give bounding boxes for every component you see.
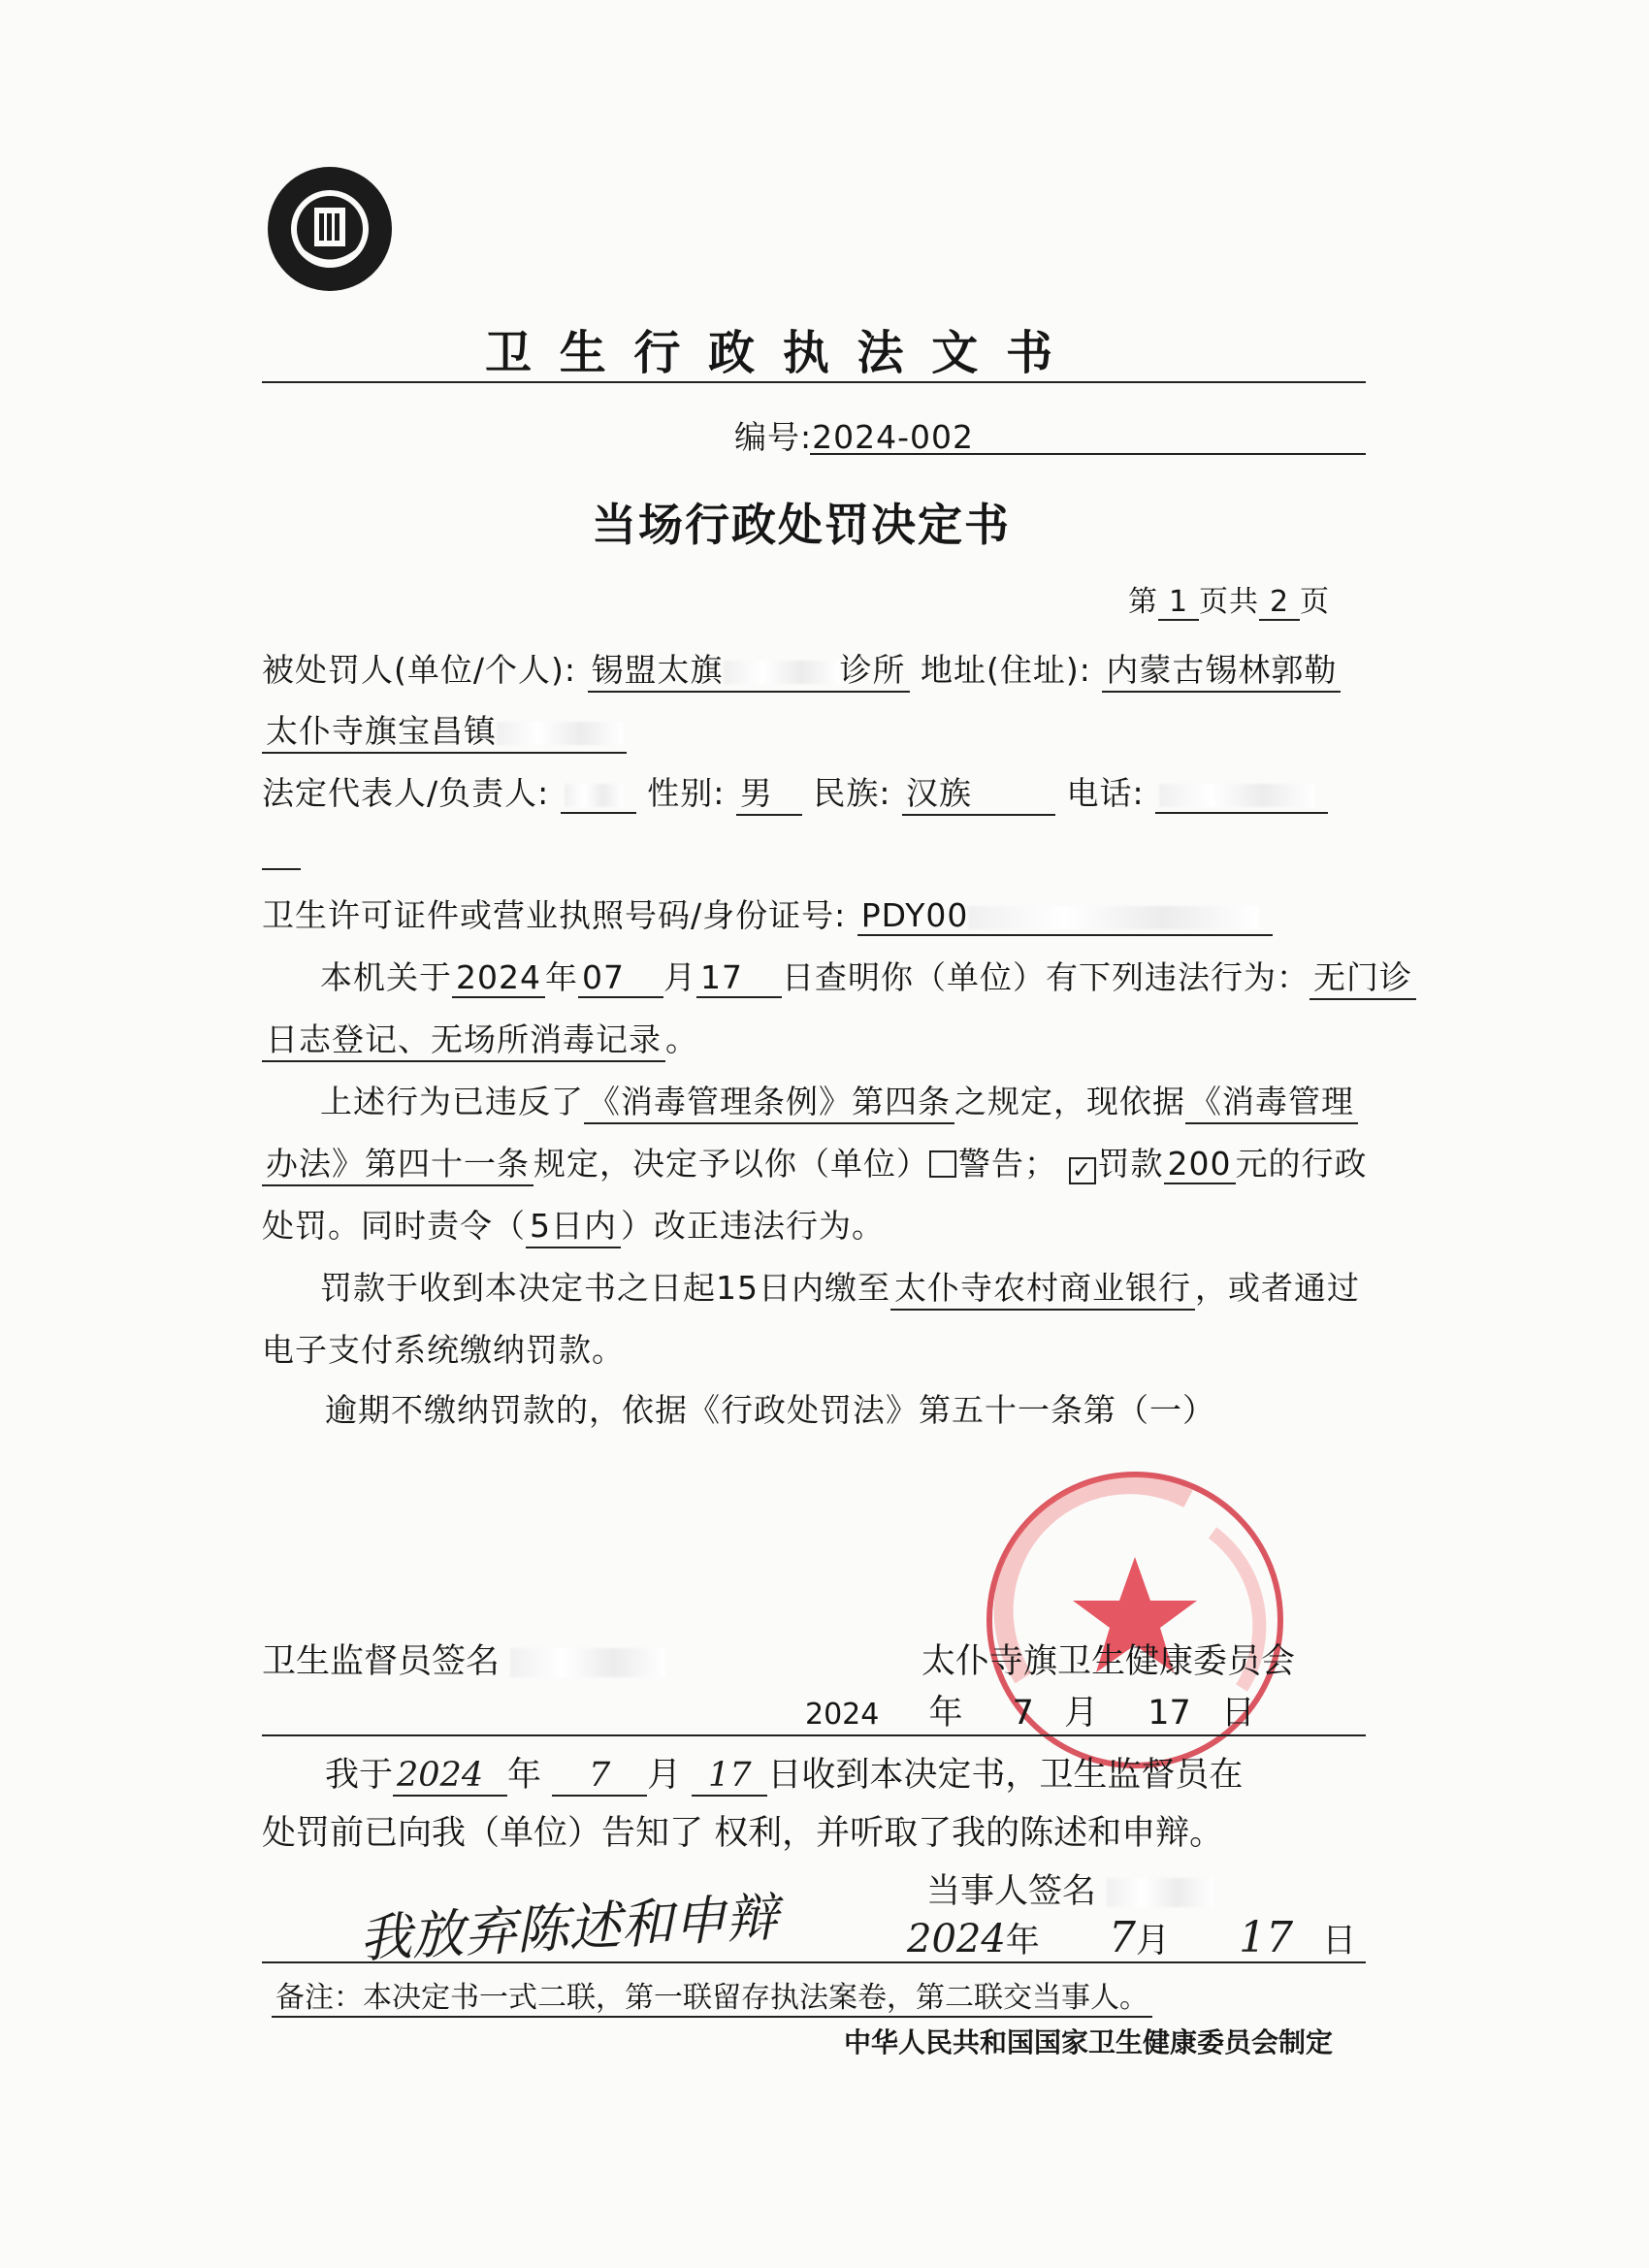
redacted-name bbox=[724, 661, 840, 684]
warning-checkbox bbox=[929, 1150, 956, 1178]
title-rule bbox=[262, 381, 1366, 383]
redacted-party-signature bbox=[1107, 1878, 1213, 1907]
party-signature-label: 当事人签名 bbox=[926, 1864, 1213, 1913]
redacted-license bbox=[968, 906, 1259, 929]
payment-line1: 罚款于收到本决定书之日起15日内缴至 太仆寺农村商业银行 ，或者通过 bbox=[320, 1263, 1360, 1311]
redacted-address bbox=[497, 722, 623, 745]
party-address-line2: 太仆寺旗宝昌镇 bbox=[262, 706, 627, 754]
document-category-title: 卫 生 行 政 执 法 文 书 bbox=[485, 326, 1058, 380]
redacted-phone bbox=[1159, 784, 1314, 807]
issue-date: 2024 年 7 月 17 日 bbox=[805, 1694, 1255, 1733]
party-name-line: 被处罚人(单位/个人): 锡盟太旗 诊所 地址(住址): 内蒙古锡林郭勒 bbox=[262, 645, 1341, 693]
serial-rule bbox=[810, 453, 1366, 455]
redacted-inspector-signature bbox=[510, 1648, 665, 1677]
party-sign-date: 2024年 7月 17 日 bbox=[907, 1913, 1357, 1962]
facts-paragraph-line2: 日志登记、无场所消毒记录 。 bbox=[262, 1015, 698, 1062]
receipt-rule bbox=[262, 1961, 1366, 1963]
license-line: 卫生许可证件或营业执照号码/身份证号: PDY00 bbox=[262, 891, 1273, 936]
facts-paragraph-line1: 本机关于 2024 年 07 月 17 日查明你（单位）有下列违法行为： 无门诊 bbox=[320, 953, 1416, 1000]
inspector-signature-label: 卫生监督员签名 bbox=[262, 1635, 665, 1683]
document-title: 当场行政处罚决定书 bbox=[592, 499, 1011, 551]
phone-continuation-rule bbox=[262, 868, 301, 870]
receipt-line1: 我于 2024 年 7 月 17 日收到本决定书，卫生监督员在 bbox=[325, 1756, 1244, 1795]
handwritten-waiver-statement: 我放弃陈述和申辩 bbox=[357, 1886, 780, 1970]
overdue-line: 逾期不缴纳罚款的，依据《行政处罚法》第五十一条第（一） bbox=[325, 1391, 1215, 1429]
receipt-line2: 处罚前已向我（单位）告知了 权利，并听取了我的陈述和申辩。 bbox=[262, 1814, 1224, 1853]
redacted-representative bbox=[565, 784, 623, 807]
decision-line2: 办法》第四十一条 规定，决定予以你（单位） 警告； ✓ 罚款 200 元的行政 bbox=[262, 1139, 1368, 1186]
fine-checkbox-checked: ✓ bbox=[1069, 1157, 1096, 1184]
remarks-note: 备注：本决定书一式二联，第一联留存执法案卷，第二联交当事人。 bbox=[272, 1973, 1152, 2018]
decision-line3: 处罚。同时责令（ 5日内 ）改正违法行为。 bbox=[262, 1201, 885, 1248]
representative-line: 法定代表人/负责人: 性别: 男 民族: 汉族 电话: bbox=[262, 768, 1328, 816]
signature-rule bbox=[262, 1734, 1366, 1736]
serial-number: 编号:2024-002 bbox=[734, 418, 975, 456]
decision-line1: 上述行为已违反了 《消毒管理条例》第四条 之规定，现依据 《消毒管理 bbox=[320, 1077, 1358, 1124]
payment-line2: 电子支付系统缴纳罚款。 bbox=[262, 1331, 625, 1369]
page-indicator: 第 1 页共 2 页 bbox=[1128, 585, 1330, 619]
issuer-line: 中华人民共和国国家卫生健康委员会制定 bbox=[844, 2026, 1334, 2058]
health-inspection-logo bbox=[264, 163, 396, 295]
issuing-agency: 太仆寺旗卫生健康委员会 bbox=[922, 1642, 1296, 1681]
